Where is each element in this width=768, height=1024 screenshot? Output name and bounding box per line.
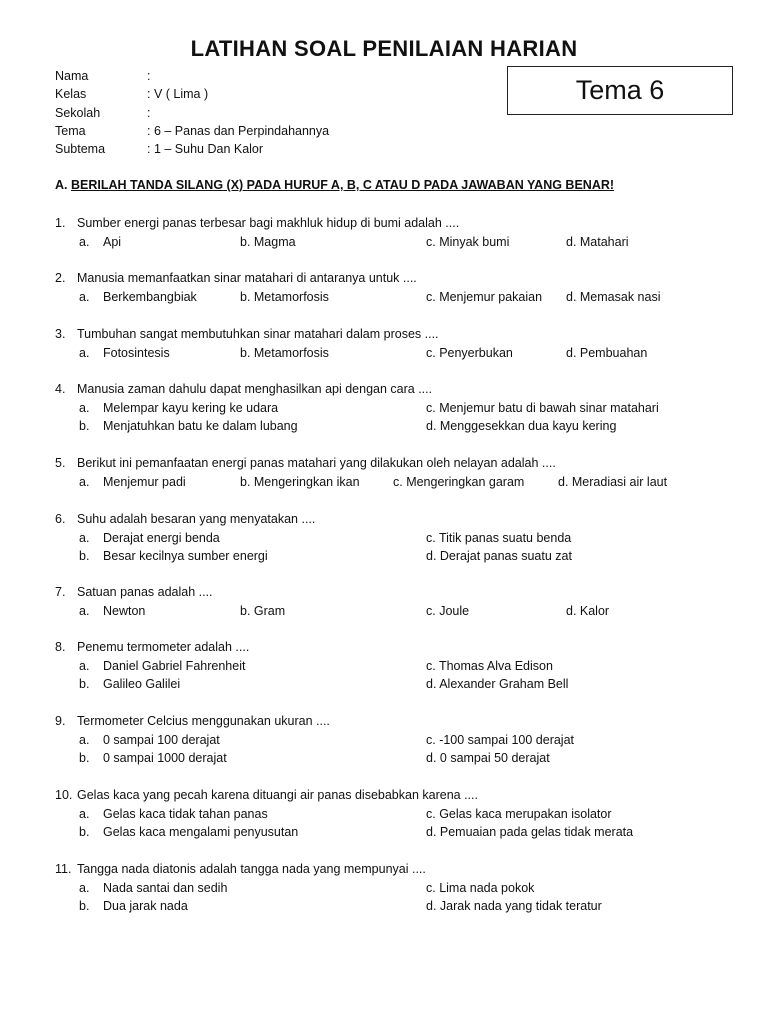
option-letter: a. — [79, 732, 90, 747]
option-b: Gelas kaca mengalami penyusutan — [103, 825, 299, 839]
option-a: Gelas kaca tidak tahan panas — [103, 806, 268, 821]
option-a: Daniel Gabriel Fahrenheit — [103, 658, 246, 673]
question-5 — [55, 454, 735, 491]
question-number: 9. — [55, 714, 66, 728]
option-b: b. Metamorfosis — [240, 289, 329, 304]
section-text: BERILAH TANDA SILANG (X) PADA HURUF A, B, C ATAU D PADA JAWABAN YANG BENAR! — [70, 178, 615, 192]
question-text: Satuan panas adalah .... — [77, 585, 213, 599]
question-number: 5. — [55, 456, 66, 470]
identity-value: : — [147, 105, 151, 120]
option-d: d. Pembuahan — [566, 345, 648, 360]
option-letter: b. — [79, 419, 90, 433]
question-3 — [55, 325, 735, 362]
option-d: d. Menggesekkan dua kayu kering — [426, 419, 617, 433]
option-b: b. Metamorfosis — [240, 345, 329, 360]
option-b: 0 sampai 1000 derajat — [103, 751, 227, 765]
section-prefix: A. — [55, 178, 68, 192]
option-a: 0 sampai 100 derajat — [103, 732, 220, 747]
question-number: 7. — [55, 585, 66, 599]
option-c: c. Lima nada pokok — [426, 880, 535, 895]
option-d: d. Kalor — [566, 603, 610, 618]
option-c: c. Penyerbukan — [426, 345, 513, 360]
option-letter: a. — [79, 658, 90, 673]
question-number: 3. — [55, 327, 66, 341]
question-7 — [55, 583, 735, 620]
question-11 — [55, 860, 735, 916]
question-text: Berikut ini pemanfaatan energi panas matahari yang dilakukan oleh nelayan adalah .... — [77, 456, 556, 470]
option-letter: b. — [79, 825, 90, 839]
option-a: Newton — [103, 603, 146, 618]
question-text: Sumber energi panas terbesar bagi makhluk hidup di bumi adalah .... — [77, 216, 460, 230]
identity-value: : — [147, 69, 151, 83]
tema-box: Tema 6 — [507, 66, 733, 115]
question-text: Tumbuhan sangat membutuhkan sinar matahari dalam proses .... — [77, 327, 439, 341]
identity-value: : V ( Lima ) — [147, 87, 209, 102]
question-10 — [55, 786, 735, 842]
question-8 — [55, 638, 735, 694]
option-d: d. Alexander Graham Bell — [426, 677, 569, 691]
option-a: Berkembangbiak — [103, 289, 197, 304]
option-d: d. Memasak nasi — [566, 289, 661, 304]
option-letter: b. — [79, 677, 90, 691]
option-letter: a. — [79, 234, 90, 249]
option-letter: b. — [79, 899, 90, 913]
option-d: d. 0 sampai 50 derajat — [426, 751, 550, 765]
identity-value: : 6 – Panas dan Perpindahannya — [147, 123, 330, 138]
option-a: Derajat energi benda — [103, 530, 220, 545]
option-b: Menjatuhkan batu ke dalam lubang — [103, 419, 298, 433]
question-text: Manusia memanfaatkan sinar matahari di antaranya untuk .... — [77, 271, 417, 285]
option-letter: a. — [79, 806, 90, 821]
question-text: Tangga nada diatonis adalah tangga nada yang mempunyai .... — [77, 862, 426, 876]
option-c: c. Joule — [426, 603, 470, 618]
option-letter: a. — [79, 474, 90, 489]
option-a: Menjemur padi — [103, 474, 186, 489]
option-c: c. Mengeringkan garam — [393, 474, 525, 489]
question-number: 10. — [55, 788, 73, 802]
option-c: c. Gelas kaca merupakan isolator — [426, 806, 612, 821]
identity-label: Kelas — [55, 87, 87, 102]
option-c: c. Menjemur batu di bawah sinar matahari — [426, 400, 659, 415]
identity-label: Nama — [55, 69, 89, 83]
question-4 — [55, 380, 735, 436]
option-c: c. -100 sampai 100 derajat — [426, 732, 575, 747]
identity-value: : 1 – Suhu Dan Kalor — [147, 142, 264, 157]
option-letter: a. — [79, 400, 90, 415]
identity-label: Sekolah — [55, 105, 101, 120]
option-a: Fotosintesis — [103, 345, 170, 360]
question-number: 6. — [55, 512, 66, 526]
option-letter: a. — [79, 603, 90, 618]
option-b: Dua jarak nada — [103, 899, 188, 913]
identity-label: Subtema — [55, 142, 106, 157]
question-text: Suhu adalah besaran yang menyatakan .... — [77, 512, 316, 526]
identity-label: Tema — [55, 123, 86, 138]
option-letter: a. — [79, 289, 90, 304]
option-b: b. Magma — [240, 234, 296, 249]
option-letter: a. — [79, 530, 90, 545]
option-d: d. Pemuaian pada gelas tidak merata — [426, 825, 634, 839]
question-2 — [55, 269, 735, 306]
question-number: 11. — [55, 862, 72, 876]
question-text: Gelas kaca yang pecah karena dituangi air panas disebabkan karena .... — [77, 788, 478, 802]
option-a: Melempar kayu kering ke udara — [103, 400, 279, 415]
section-instruction — [55, 178, 614, 192]
option-d: d. Derajat panas suatu zat — [426, 549, 572, 563]
question-text: Manusia zaman dahulu dapat menghasilkan api dengan cara .... — [77, 382, 433, 396]
question-text: Termometer Celcius menggunakan ukuran .... — [77, 714, 330, 728]
question-text: Penemu termometer adalah .... — [77, 640, 250, 654]
page-title: LATIHAN SOAL PENILAIAN HARIAN — [190, 36, 578, 61]
option-letter: b. — [79, 549, 90, 563]
question-number: 2. — [55, 271, 66, 285]
option-a: Api — [103, 234, 122, 249]
option-d: d. Jarak nada yang tidak teratur — [426, 899, 602, 913]
option-b: b. Gram — [240, 603, 286, 618]
option-a: Nada santai dan sedih — [103, 880, 228, 895]
option-c: c. Menjemur pakaian — [426, 289, 543, 304]
option-c: c. Titik panas suatu benda — [426, 530, 572, 545]
option-b: b. Mengeringkan ikan — [240, 474, 360, 489]
option-c: c. Thomas Alva Edison — [426, 658, 553, 673]
option-b: Galileo Galilei — [103, 677, 181, 691]
option-letter: b. — [79, 751, 90, 765]
question-9 — [55, 712, 735, 768]
question-number: 1. — [55, 216, 66, 230]
question-number: 4. — [55, 382, 66, 396]
option-b: Besar kecilnya sumber energi — [103, 549, 268, 563]
option-letter: a. — [79, 345, 90, 360]
option-d: d. Meradiasi air laut — [558, 474, 668, 489]
question-number: 8. — [55, 640, 66, 654]
question-6 — [55, 510, 735, 566]
question-1 — [55, 214, 735, 251]
option-c: c. Minyak bumi — [426, 234, 510, 249]
option-d: d. Matahari — [566, 234, 629, 249]
option-letter: a. — [79, 880, 90, 895]
